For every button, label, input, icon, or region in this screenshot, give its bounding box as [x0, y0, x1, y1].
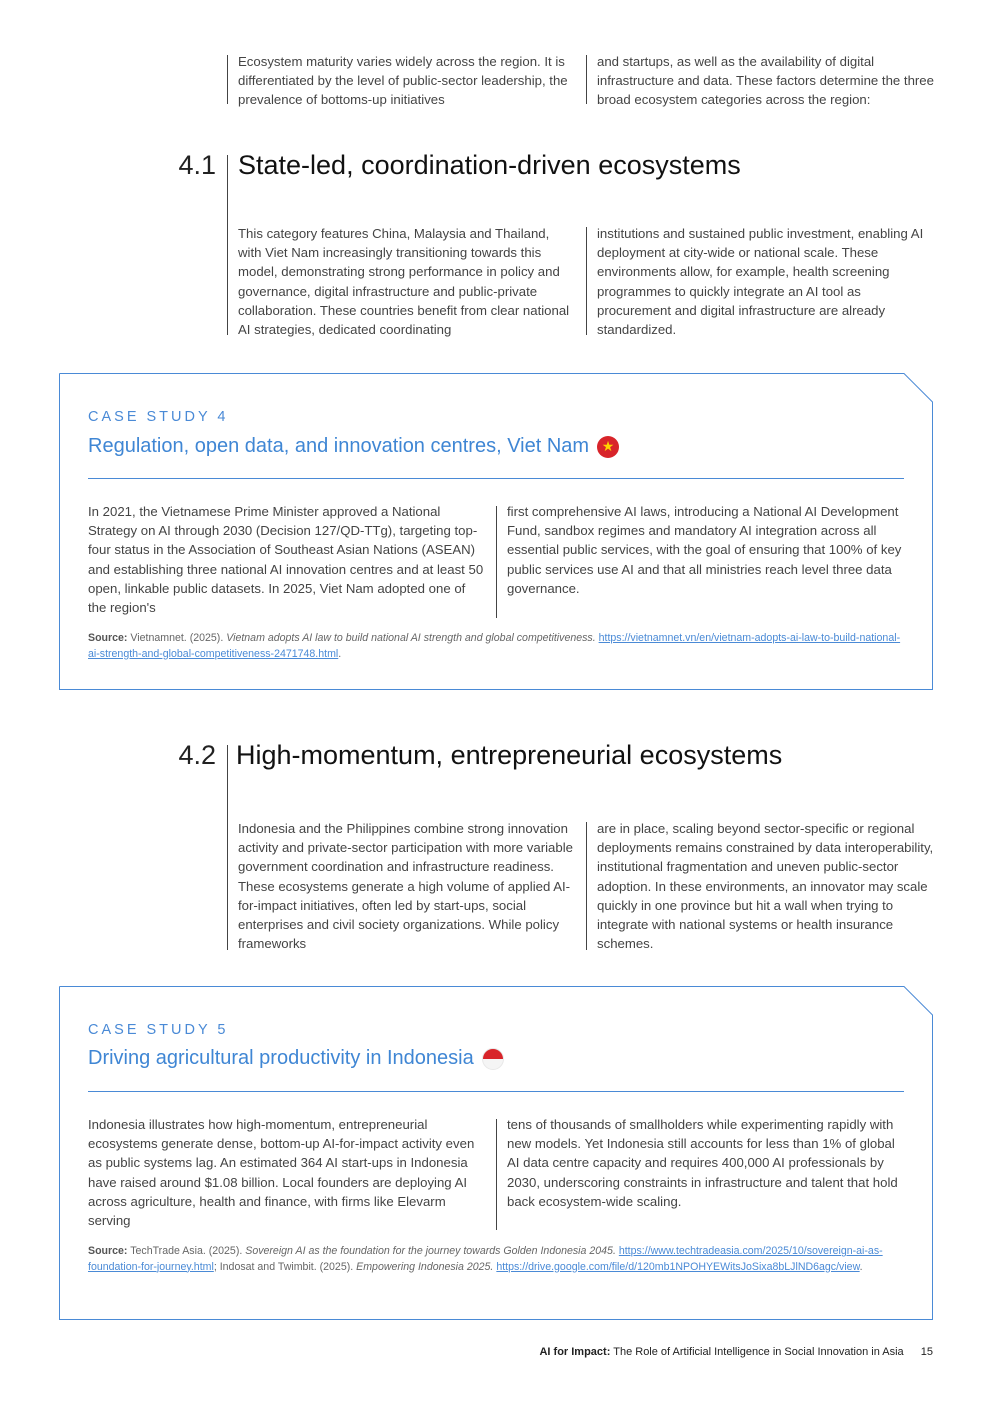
source-title: Vietnam adopts AI law to build national AI strength and global competitiveness.	[226, 632, 596, 644]
case5-source	[88, 1244, 904, 1275]
intro-right-text: and startups, as well as the availability of digital infrastructure and data. These factors determine the three broad ecosystem categories across the region:	[597, 54, 934, 108]
case-study-label: CASE STUDY 4	[88, 409, 229, 425]
case4-left-text: In 2021, the Vietnamese Prime Minister approved a National Strategy on AI through 2030 (Decision 127/QD-TTg), targeting top-four status in the Association of Southeast Asian Nations (ASEAN) and establishing three national AI innovation centres and at least 50 open, linkable public datasets. In 2025, Viet Nam adopted one of the region's	[88, 504, 484, 616]
case-study-title	[88, 435, 619, 458]
vietnam-flag-icon: ★	[597, 436, 619, 458]
section1-column-divider	[586, 227, 587, 335]
section1-left-text: This category features China, Malaysia and Thailand, with Viet Nam increasingly transitioning towards this model, demonstrating strong performance in policy and governance, digital infrastructure and public-private collaboration. These countries benefit from clear national AI strategies, dedicated coordinating	[238, 226, 570, 338]
source-link[interactable]: https://www.techtradeasia.com/2025/10/sovereign-ai-as-foundation-for-journey.html	[88, 1245, 883, 1273]
source-text: Vietnamnet. (2025).	[130, 632, 224, 644]
source-label: Source:	[88, 1245, 128, 1257]
case-study-rule	[88, 478, 904, 479]
case4-right-column	[507, 502, 903, 598]
section-title: State-led, coordination-driven ecosystems	[238, 150, 741, 180]
intro-left-text: Ecosystem maturity varies widely across the region. It is differentiated by the level of public-sector leadership, the prevalence of bottoms-up initiatives	[238, 54, 568, 108]
source-end: .	[338, 647, 342, 660]
section-title: High-momentum, entrepreneurial ecosystems	[236, 740, 783, 770]
section-number: 4.1	[178, 150, 216, 180]
indonesia-flag-icon	[482, 1048, 504, 1070]
source-mid: ; Indosat and Twimbit. (2025).	[213, 1260, 354, 1273]
section2-left-text: Indonesia and the Philippines combine strong innovation activity and private-sector participation with more variable government coordination and infrastructure readiness. These ecosystems generate a high volume of applied AI-for-impact initiatives, often led by start-ups, social enterprises and civil society organizations. While policy frameworks	[238, 821, 573, 952]
source-end: .	[859, 1260, 863, 1273]
case-study-title-text: Driving agricultural productivity in Indonesia	[88, 1047, 474, 1069]
section1-left-column	[238, 224, 576, 339]
case-study-label: CASE STUDY 5	[88, 1022, 229, 1038]
section1-right-text: institutions and sustained public investment, enabling AI deployment at city-wide or national scale. These environments allow, for example, health screening programmes to quickly integrate an AI tool as procurement and digital infrastructure are already standardized.	[597, 226, 924, 338]
source-label: Source:	[88, 632, 128, 644]
case5-column-divider	[496, 1119, 497, 1230]
intro-right-column	[597, 52, 937, 110]
section2-right-column	[597, 819, 939, 953]
case-study-box	[59, 373, 933, 690]
case4-left-column	[88, 502, 484, 617]
section1-right-column	[597, 224, 927, 339]
section-title-divider	[227, 155, 228, 335]
source-link[interactable]: https://vietnamnet.vn/en/vietnam-adopts-ai-law-to-build-national-ai-strength-and-global-competitiveness-2471748.html	[88, 632, 901, 660]
section2-right-text: are in place, scaling beyond sector-specific or regional deployments remains constrained by data interoperability, institutional fragmentation and uneven public-sector adoption. In these environments, an innovator may scale quickly in one province but hit a wall when trying to integrate with national systems or health insurance schemes.	[597, 821, 934, 952]
case-study-box	[59, 986, 933, 1320]
section-number: 4.2	[178, 740, 216, 770]
case-study-title-text: Regulation, open data, and innovation centres, Viet Nam	[88, 435, 590, 457]
source-title: Sovereign AI as the foundation for the journey towards Golden Indonesia 2045.	[245, 1245, 616, 1257]
case4-column-divider	[496, 506, 497, 618]
footer-title-bold: AI for Impact:	[539, 1346, 611, 1358]
case4-source	[88, 631, 904, 662]
intro-divider-left	[227, 55, 228, 104]
case5-left-text: Indonesia illustrates how high-momentum, entrepreneurial ecosystems generate dense, bottom-up AI-for-impact activity even as public systems lag. An estimated 364 AI start-ups in Indonesia have raised around $1.08 billion. Local founders are deploying AI across agriculture, health and finance, with firms like Elevarm serving	[88, 1117, 475, 1229]
case-study-rule	[88, 1091, 904, 1092]
page-number: 15	[920, 1346, 933, 1358]
case-study-title	[88, 1047, 504, 1070]
source-title-2: Empowering Indonesia 2025.	[356, 1260, 494, 1273]
source-link-2[interactable]: https://drive.google.com/file/d/120mb1NPOHYEWitsJoSixa8bLJlND6agc/view	[496, 1260, 860, 1273]
case4-right-text: first comprehensive AI laws, introducing a National AI Development Fund, sandbox regimes and mandatory AI integration across all essential public services, with the goal of ensuring that 100% of key public services use AI and that all ministries reach level three data governance.	[507, 504, 902, 596]
section2-left-column	[238, 819, 578, 953]
source-text: TechTrade Asia. (2025).	[130, 1245, 243, 1257]
intro-divider-right	[586, 55, 587, 104]
section-title-divider	[227, 745, 228, 950]
intro-left-column	[238, 52, 574, 110]
footer-title: The Role of Artificial Intelligence in Social Innovation in Asia	[613, 1346, 904, 1358]
page-footer	[539, 1346, 933, 1358]
case5-right-text: tens of thousands of smallholders while experimenting rapidly with new models. Yet Indonesia still accounts for less than 1% of global AI data centre capacity and requires 400,000 AI professionals by 2030, underscoring constraints in infrastructure and talent that hold back ecosystem-wide scaling.	[507, 1117, 898, 1209]
case5-right-column	[507, 1115, 903, 1211]
section2-column-divider	[586, 822, 587, 950]
case5-left-column	[88, 1115, 484, 1230]
